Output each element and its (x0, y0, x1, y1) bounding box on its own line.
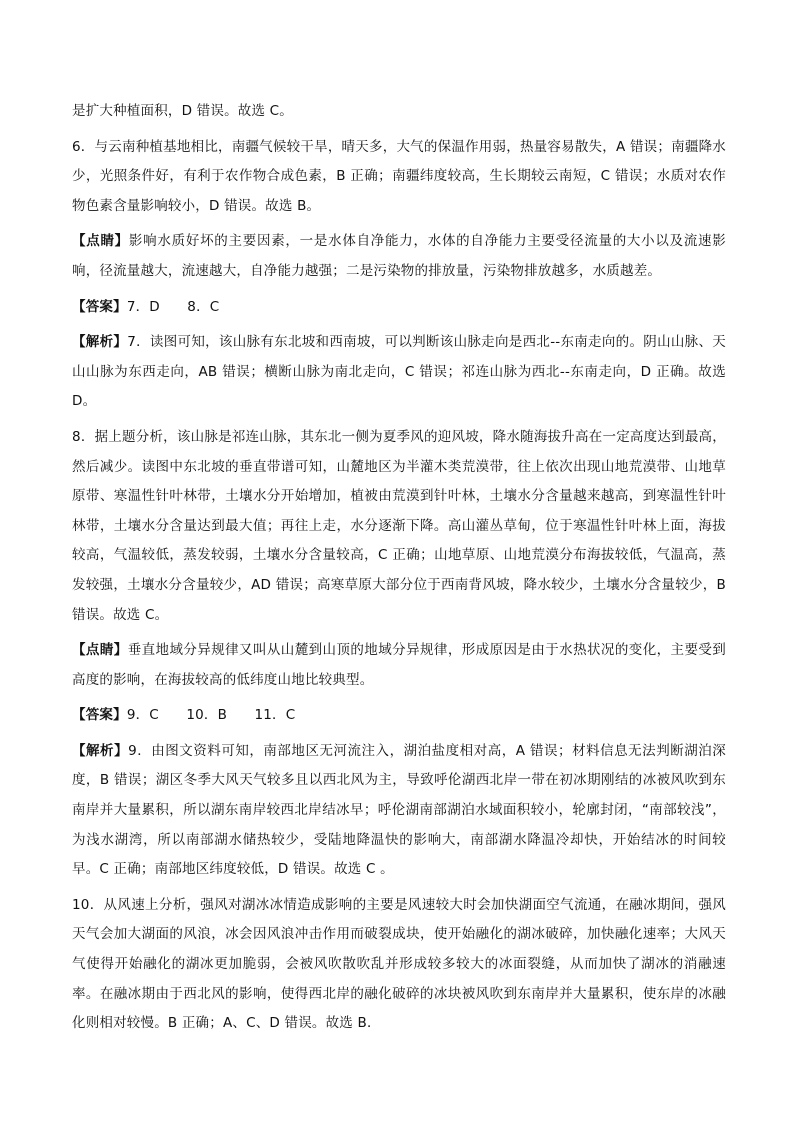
paragraph-text: 9．由图文资料可知，南部地区无河流注入，湖泊盐度相对高，A 错误；材料信息无法判断湖泊深度，B 错误；湖区冬季大风天气较多且以西北风为主，导致呼伦湖西北岸一带在初冰期刚结的冰被风吹到东南岸并大量累积，所以湖东南岸较西北岸结冰早；呼伦湖南部湖泊水域面积较小，轮廓封闭，“南部较浅”，为浅水湖湾，所以南部湖水储热较少，受陆地降温快的影响大，南部湖水降温冷却快，开始结冰的时间较早。C 正确；南部地区纬度较低，D 错误。故选 C 。 (72, 742, 726, 878)
paragraph-tag: 【点睛】 (72, 233, 129, 250)
paragraph-tag: 【点睛】 (72, 642, 128, 659)
paragraph-text: 垂直地域分异规律又叫从山麓到山顶的地域分异规律，形成原因是由于水热状况的变化，主要受到高度的影响，在海拔较高的低纬度山地比较典型。 (72, 642, 726, 688)
paragraph-analysis-8 (72, 423, 726, 630)
paragraph-text: 7．D 8．C (126, 298, 220, 315)
paragraph-text: 6．与云南种植基地相比，南疆气候较干旱，晴天多，大气的保温作用弱，热量容易散失，A 错误；南疆降水少，光照条件好，有利于农作物合成色素，B 正确；南疆纬度较高，生长期较云南短，C 错误；水质对农作物色素含量影响较小，D 错误。故选 B。 (72, 138, 726, 214)
paragraph-tag: 【解析】 (72, 334, 128, 351)
paragraph-answer-7-8 (72, 293, 726, 323)
paragraph-text: 影响水质好坏的主要因素，一是水体自净能力，水体的自净能力主要受径流量的大小以及流速影响，径流量越大，流速越大，自净能力越强；二是污染物的排放量，污染物排放越多，水质越差。 (72, 233, 726, 279)
paragraph-analysis-10 (72, 891, 726, 1039)
paragraph-continuation (72, 97, 726, 127)
paragraph-analysis-7 (72, 328, 726, 417)
paragraph-text: 10．从风速上分析，强风对湖冰冰情造成影响的主要是风速较大时会加快湖面空气流通，在融冰期间，强风天气会加大湖面的风浪，冰会因风浪冲击作用而破裂成块，使开始融化的湖冰破碎，加快融化速率；大风天气使得开始融化的湖冰更加脆弱，会被风吹散吹乱并形成较多较大的冰面裂缝，从而加快了湖冰的消融速率。在融冰期由于西北风的影响，使得西北岸的融化破碎的冰块被风吹到东南岸并大量累积，使东岸的冰融化则相对较慢。B 正确；A、C、D 错误。故选 B． (72, 896, 726, 1032)
paragraph-text: 9．C 10．B 11．C (126, 707, 296, 724)
paragraph-tag: 【答案】 (72, 707, 127, 724)
paragraph-key-point-2 (72, 636, 726, 695)
paragraph-text: 7．读图可知，该山脉有东北坡和西南坡，可以判断该山脉走向是西北--东南走向的。阴山山脉、天山山脉为东西走向，AB 错误；横断山脉为南北走向，C 错误；祁连山脉为西北--东南走向，D 正确。故选D。 (72, 334, 726, 410)
paragraph-answer-9-11 (72, 701, 726, 731)
document-body (72, 97, 726, 1045)
paragraph-tag: 【答案】 (72, 298, 127, 315)
paragraph-q6-explanation (72, 133, 726, 222)
paragraph-tag: 【解析】 (72, 742, 129, 759)
paragraph-text: 8．据上题分析，该山脉是祁连山脉，其东北一侧为夏季风的迎风坡，降水随海拔升高在一定高度达到最高，然后减少。读图中东北坡的垂直带谱可知，山麓地区为半灌木类荒漠带，往上依次出现山地荒漠带、山地草原带、寒温性针叶林带，土壤水分开始增加，植被由荒漠到针叶林，土壤水分含量越来越高，到寒温性针叶林带，土壤水分含量达到最大值；再往上走，水分逐渐下降。高山灌丛草甸，位于寒温性针叶林上面，海拔较高，气温较低，蒸发较弱，土壤水分含量较高，C 正确；山地草原、山地荒漠分布海拔较低，气温高，蒸发较强，土壤水分含量较少，AD 错误；高寒草原大部分位于西南背风坡，降水较少，土壤水分含量较少，B 错误。故选 C。 (72, 428, 726, 623)
paragraph-key-point (72, 227, 726, 286)
paragraph-text: 是扩大种植面积，D 错误。故选 C。 (72, 103, 294, 119)
paragraph-analysis-9 (72, 737, 726, 885)
